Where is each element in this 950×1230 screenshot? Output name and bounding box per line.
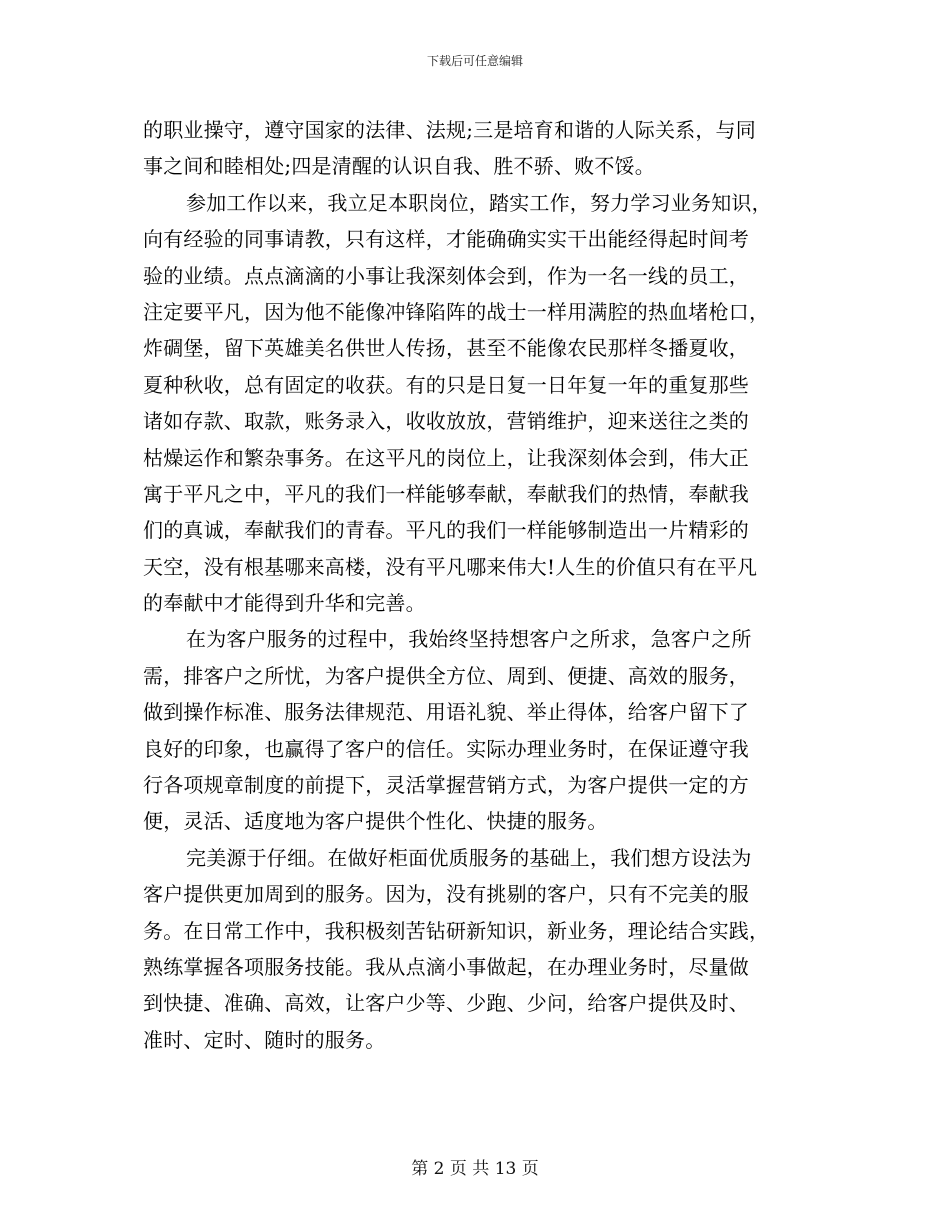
text-line: 到快捷、准确、高效，让客户少等、少跑、少问，给客户提供及时、 (143, 991, 749, 1016)
text-line: 事之间和睦相处;四是清醒的认识自我、胜不骄、败不馁。 (143, 154, 655, 179)
text-line: 诸如存款、取款，账务录入，收收放放，营销维护，迎来送往之类的 (143, 409, 749, 434)
text-line: 寓于平凡之中，平凡的我们一样能够奉献，奉献我们的热情，奉献我 (143, 481, 749, 506)
text-line: 务。在日常工作中，我积极刻苦钻研新知识，新业务，理论结合实践， (143, 918, 770, 943)
text-line: 的奉献中才能得到升华和完善。 (143, 591, 426, 616)
text-line: 向有经验的同事请教，只有这样，才能确确实实干出能经得起时间考 (143, 227, 749, 252)
text-line: 需，排客户之所忧，为客户提供全方位、周到、便捷、高效的服务， (143, 663, 749, 688)
text-line: 天空，没有根基哪来高楼，没有平凡哪来伟大!人生的价值只有在平凡 (143, 554, 758, 579)
text-line: 的职业操守，遵守国家的法律、法规;三是培育和谐的人际关系，与同 (143, 118, 756, 142)
text-line: 夏种秋收，总有固定的收获。有的只是日复一日年复一年的重复那些 (143, 372, 749, 397)
paragraph-start-line: 参加工作以来，我立足本职岗位，踏实工作，努力学习业务知识， (186, 190, 772, 215)
text-line: 们的真诚，奉献我们的青春。平凡的我们一样能够制造出一片精彩的 (143, 518, 749, 543)
text-line: 枯燥运作和繁杂事务。在这平凡的岗位上，让我深刻体会到，伟大正 (143, 445, 749, 470)
text-line: 炸碉堡，留下英雄美名供世人传扬，甚至不能像农民那样冬播夏收， (143, 336, 749, 361)
text-line: 做到操作标准、服务法律规范、用语礼貌、举止得体，给客户留下了 (143, 700, 749, 725)
text-line: 准时、定时、随时的服务。 (143, 1027, 386, 1052)
text-line: 注定要平凡，因为他不能像冲锋陷阵的战士一样用满腔的热血堵枪口， (143, 299, 770, 324)
paragraph-start-line: 完美源于仔细。在做好柜面优质服务的基础上，我们想方设法为 (186, 845, 752, 870)
text-line: 熟练掌握各项服务技能。我从点滴小事做起，在办理业务时，尽量做 (143, 954, 749, 979)
text-line: 验的业绩。点点滴滴的小事让我深刻体会到，作为一名一线的员工， (143, 263, 749, 288)
text-line: 良好的印象，也赢得了客户的信任。实际办理业务时，在保证遵守我 (143, 736, 749, 761)
text-line: 便，灵活、适度地为客户提供个性化、快捷的服务。 (143, 809, 608, 834)
body-text (143, 112, 807, 1058)
page-number-footer: 第 2 页 共 13 页 (411, 1159, 539, 1179)
text-line: 客户提供更加周到的服务。因为，没有挑剔的客户，只有不完美的服 (143, 882, 749, 907)
paragraph-start-line: 在为客户服务的过程中，我始终坚持想客户之所求，急客户之所 (186, 627, 752, 652)
text-line: 行各项规章制度的前提下，灵活掌握营销方式，为客户提供一定的方 (143, 773, 749, 798)
page-header: 下载后可任意编辑 (426, 54, 523, 68)
